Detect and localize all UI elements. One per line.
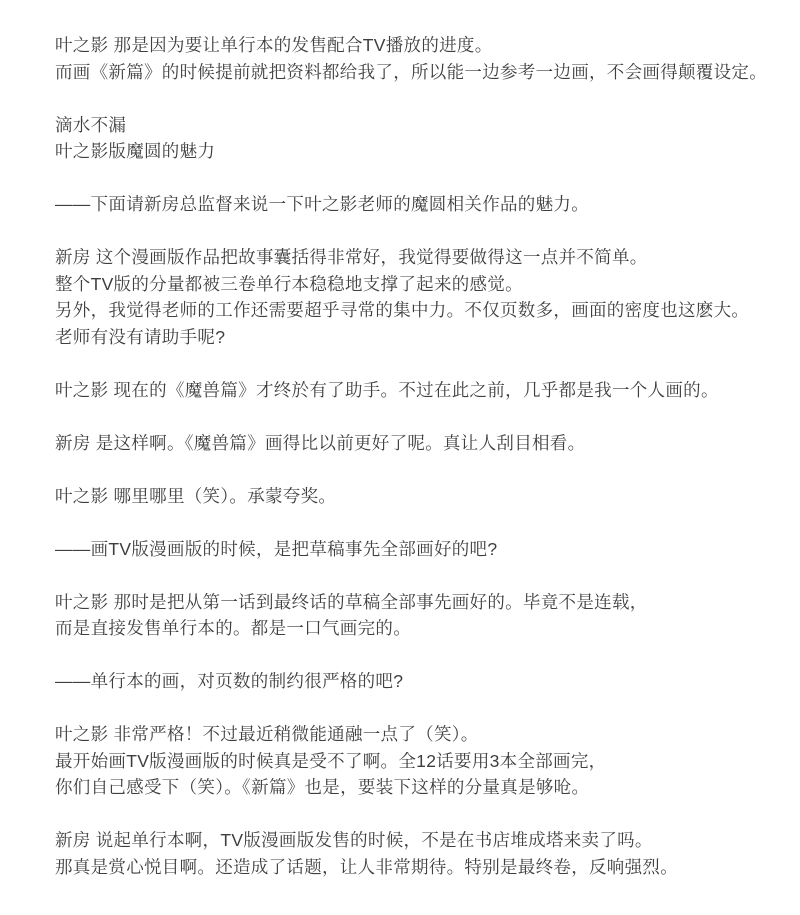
text-line: 叶之影版魔圆的魅力 xyxy=(55,141,216,161)
paragraph xyxy=(55,191,782,218)
text-line: ——画TV版漫画版的时候，是把草稿事先全部画好的吧? xyxy=(55,538,498,559)
paragraph xyxy=(55,244,782,350)
paragraph xyxy=(55,430,782,457)
text-line: 新房 是这样啊。《魔兽篇》画得比以前更好了呢。真让人刮目相看。 xyxy=(55,432,586,453)
text-line: 叶之影 那是因为要让单行本的发售配合TV播放的进度。 xyxy=(55,35,493,55)
text-line: 最开始画TV版漫画版的时候真是受不了啊。全12话要用3本全部画完， xyxy=(55,750,607,771)
text-line: 叶之影 非常严格！不过最近稍微能通融一点了（笑）。 xyxy=(55,724,479,744)
text-line: 新房 说起单行本啊，TV版漫画版发售的时候，不是在书店堆成塔来卖了吗。 xyxy=(55,830,653,850)
text-line: 而画《新篇》的时候提前就把资料都给我了，所以能一边参考一边画，不会画得颠覆设定。 xyxy=(55,61,767,82)
paragraph xyxy=(55,827,782,880)
text-line: 叶之影 哪里哪里（笑）。承蒙夸奖。 xyxy=(55,485,337,506)
paragraph xyxy=(55,483,782,510)
text-line: 那真是赏心悦目啊。还造成了话题，让人非常期待。特别是最终卷，反响强烈。 xyxy=(55,856,678,877)
paragraph xyxy=(55,32,782,85)
paragraph xyxy=(55,589,782,642)
text-line: 整个TV版的分量都被三卷单行本稳稳地支撑了起来的感觉。 xyxy=(55,273,523,294)
text-line: 另外，我觉得老师的工作还需要超乎寻常的集中力。不仅页数多，画面的密度也这麽大。 xyxy=(55,300,750,320)
text-line: 你们自己感受下（笑）。《新篇》也是，要装下这样的分量真是够呛。 xyxy=(55,777,590,797)
paragraph xyxy=(55,668,782,695)
text-line: 新房 这个漫画版作品把故事囊括得非常好，我觉得要做得这一点并不简单。 xyxy=(55,247,648,267)
paragraph xyxy=(55,112,782,165)
text-line: 老师有没有请助手呢? xyxy=(55,326,226,347)
text-line: 滴水不漏 xyxy=(55,114,127,135)
text-line: 而是直接发售单行本的。都是一口气画完的。 xyxy=(55,618,411,638)
paragraph xyxy=(55,721,782,801)
text-line: ——下面请新房总监督来说一下叶之影老师的魔圆相关作品的魅力。 xyxy=(55,194,589,214)
text-line: 叶之影 现在的《魔兽篇》才终於有了助手。不过在此之前，几乎都是我一个人画的。 xyxy=(55,379,719,400)
text-line: 叶之影 那时是把从第一话到最终话的草稿全部事先画好的。毕竟不是连载， xyxy=(55,591,648,612)
text-line: ——单行本的画，对页数的制约很严格的吧? xyxy=(55,671,404,691)
paragraph xyxy=(55,536,782,563)
paragraph xyxy=(55,377,782,404)
